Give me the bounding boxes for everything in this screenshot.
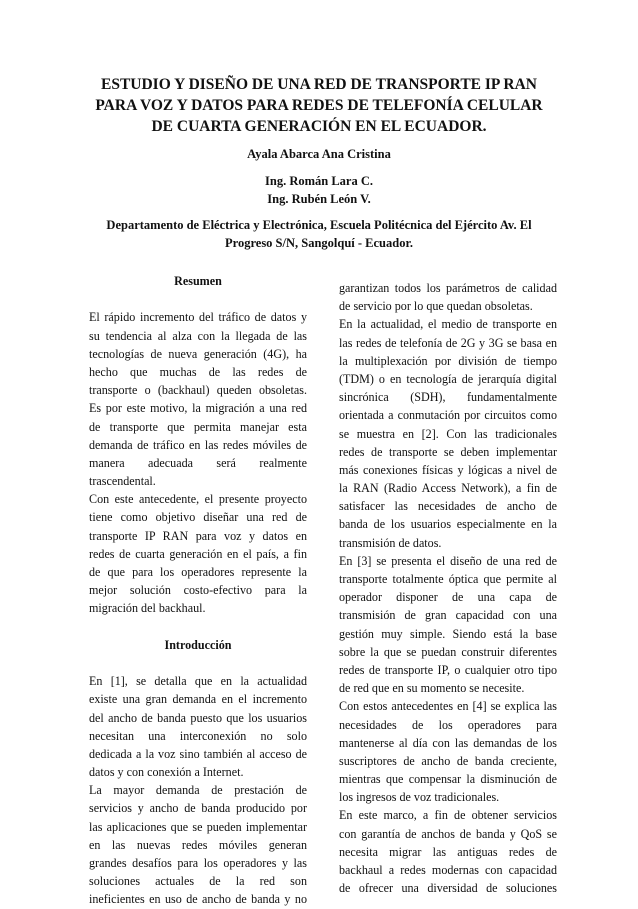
paragraph-line: existe una gran demanda en el incremento [89, 692, 307, 707]
affiliation-line: Departamento de Eléctrica y Electrónica, Escuela Politécnica del Ejército Av. El [106, 218, 532, 232]
affiliation-line: Progreso S/N, Sangolquí - Ecuador. [224, 236, 413, 250]
paragraph-line: más conexiones físicas y lógicas a nivel de [339, 462, 557, 477]
paragraph-line: Con estos antecedentes en [4] se explica las [339, 699, 557, 714]
paragraph-line: La mayor demanda de prestación de [89, 783, 307, 798]
paragraph-line: los ingresos de voz tradicionales. [339, 790, 500, 805]
paragraph-line: en las nuevas redes móviles generan [89, 837, 307, 852]
paragraph-line: mientras que compensar la disminución de [339, 772, 557, 787]
advisor-name: Ing. Rubén León V. [267, 192, 371, 206]
paragraph-line: necesita migrar las antiguas redes de [339, 844, 557, 859]
paragraph-line: necesidades de los operadores para [339, 717, 557, 732]
paragraph-line: las aplicaciones que se pueden implementar [89, 819, 307, 834]
paragraph-line: de que para los operadores represente la [89, 565, 307, 579]
paragraph-line: servicios y ancho de banda producido por [89, 801, 307, 816]
paragraph-line: sobre la que se puedan construir diferentes [339, 644, 557, 659]
paragraph-line: con garantía de anchos de banda y QoS se [339, 826, 557, 841]
paragraph-line: se muestra en [2]. Con las tradicionales [339, 426, 557, 441]
paragraph-line: redes de transporte IP, o cualquier otro tipo [339, 662, 557, 677]
section-heading: Resumen [174, 274, 222, 288]
paragraph-line: En [1], se detalla que en la actualidad [89, 674, 307, 689]
paragraph-line: de servicio por lo que quedan obsoletas. [339, 299, 533, 314]
paper-title [80, 74, 558, 137]
paragraph-line: En [3] se presenta el diseño de una red de [339, 553, 557, 568]
paragraph-line: tecnologías de nueva generación (4G), ha [89, 346, 307, 361]
title-line: DE CUARTA GENERACIÓN EN EL ECUADOR. [151, 118, 487, 135]
paragraph-line: orientada a conmutación por circuitos como [339, 408, 557, 423]
section-heading: Introducción [164, 637, 232, 652]
blank-line [89, 654, 307, 672]
paragraph-line: transporte o (backhaul) queden obsoletas. [89, 383, 307, 398]
paragraph-line: Es por este motivo, la migración a una red [89, 401, 307, 416]
paragraph-line: las redes de telefonía de 2G y 3G se basa en [339, 335, 557, 350]
paragraph-line: de transporte que permita manejar esta [89, 419, 307, 434]
paragraph-line: mantenerse al día con las demandas de los [339, 735, 557, 750]
paragraph-line: Con este antecedente, el presente proyecto [89, 492, 307, 507]
paragraph-line: sincrónica (SDH), fundamentalmente [339, 390, 557, 405]
paragraph-line: su tendencia al alza con la llegada de las [89, 328, 307, 343]
paragraph-line: redes de cuarta generación en el país, a fin [89, 546, 307, 561]
paragraph-line: redes de transporte se deben implementar [339, 444, 557, 459]
advisor-name: Ing. Román Lara C. [265, 174, 373, 188]
paragraph-line: la multiplexación por división de tiempo [339, 353, 557, 368]
paragraph-line: grandes desafíos para los operadores y las [89, 856, 307, 870]
paragraph-line: soluciones actuales de la red son [89, 874, 307, 889]
paragraph-line: tiene como objetivo diseñar una red de [89, 510, 307, 525]
paragraph-line: migración del backhaul. [89, 601, 206, 616]
paragraph-line: ineficientes en uso de ancho de banda y no [89, 892, 307, 907]
paragraph-line: la RAN (Radio Access Network), a fin de [339, 481, 557, 496]
paragraph-line: suscriptores de ancho de banda creciente, [339, 753, 557, 768]
paragraph-line: banda de los usuarios especialmente en la [339, 517, 557, 532]
paragraph-line: necesitan una interconexión no solo [89, 728, 307, 743]
paragraph-line: datos y con conexión a Internet. [89, 765, 244, 780]
paragraph-line: manera adecuada será realmente [89, 455, 307, 470]
paragraph-line: transmisión de gran capacidad con una [339, 608, 557, 623]
paragraph-line: gestión muy simple. Siendo está la base [339, 626, 557, 641]
title-line: PARA VOZ Y DATOS PARA REDES DE TELEFONÍA CELULAR [95, 97, 543, 114]
paragraph-line: (TDM) o en tecnología de jerarquía digital [339, 371, 557, 386]
author-name: Ayala Abarca Ana Cristina [247, 147, 391, 161]
paragraph-line: satisfacer las necesidades de ancho de [339, 499, 557, 514]
right-column [339, 279, 557, 897]
paragraph-line: dedicada a la voz sino también al acceso de [89, 746, 307, 761]
blank-line [89, 290, 307, 308]
paragraph-line: del ancho de banda puesto que los usuarios [89, 710, 307, 725]
paragraph-line: transporte totalmente óptica que permite al [339, 572, 557, 586]
paragraph-line: transmisión de datos. [339, 535, 442, 550]
paragraph-line: mejor solución costo-efectivo para la [89, 583, 307, 598]
paragraph-line: trascendental. [89, 474, 156, 489]
paragraph-line: hecho que muchas de las redes de [89, 364, 307, 379]
title-line: ESTUDIO Y DISEÑO DE UNA RED DE TRANSPORTE IP RAN [101, 76, 537, 93]
paragraph-line: En este marco, a fin de obtener servicios [339, 808, 557, 823]
paragraph-line: backhaul a redes modernas con capacidad [339, 863, 557, 877]
paragraph-line: de red que en su momento se necesite. [339, 681, 525, 696]
paragraph-line: transporte IP RAN para voz y datos en [89, 528, 307, 543]
paragraph-line: demanda de tráfico en las redes móviles de [89, 437, 307, 452]
paragraph-line: operador disponer de una capa de [339, 590, 557, 605]
blank-line [89, 618, 307, 636]
paragraph-line: garantizan todos los parámetros de calidad [339, 281, 557, 295]
paragraph-line: El rápido incremento del tráfico de datos y [89, 310, 307, 325]
left-column [89, 272, 307, 909]
paragraph-line: En la actualidad, el medio de transporte en [339, 317, 557, 332]
affiliation [80, 216, 558, 252]
paragraph-line: de ofrecer una diversidad de soluciones [339, 881, 557, 896]
